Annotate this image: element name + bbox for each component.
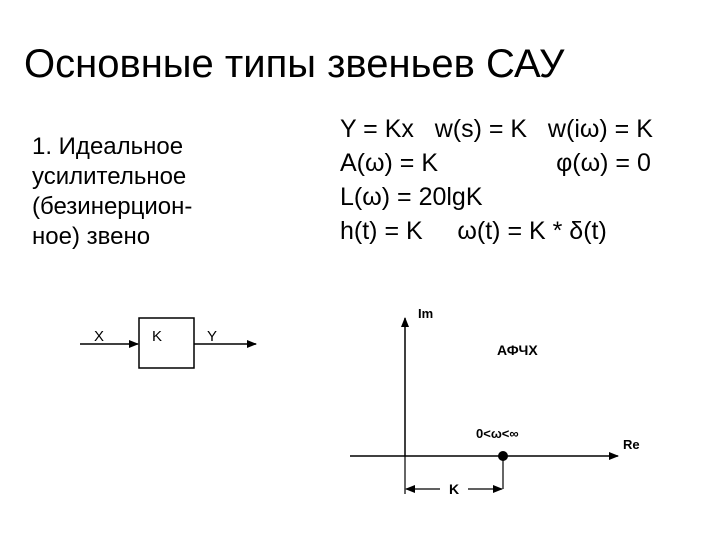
description-line: (безинерцион- [32, 193, 193, 220]
gain-block [139, 318, 194, 368]
slide-title: Основные типы звеньев САУ [24, 42, 565, 86]
afchh-point [498, 451, 508, 461]
output-label: Y [206, 328, 218, 345]
complex-plane-plot [350, 306, 640, 497]
block-label: K [151, 328, 163, 345]
k-length-label: K [448, 481, 460, 497]
description-line: 1. Идеальное [32, 133, 184, 160]
formula-line: Y = Kx w(s) = K w(iω) = K [340, 115, 653, 143]
input-label: X [93, 328, 105, 345]
formula-line: A(ω) = K φ(ω) = 0 [340, 149, 651, 177]
afchh-label: АФЧХ [497, 342, 538, 358]
block-diagram [80, 318, 256, 368]
formula-line: h(t) = K ω(t) = K * δ(t) [340, 217, 607, 245]
re-label: Re [623, 437, 640, 452]
frequency-range-label: 0<ω<∞ [476, 426, 519, 441]
im-label: Im [418, 306, 434, 321]
description-line: усилительное [32, 163, 187, 190]
formula-line: L(ω) = 20lgK [340, 183, 483, 211]
description-line: ное) звено [32, 223, 151, 250]
